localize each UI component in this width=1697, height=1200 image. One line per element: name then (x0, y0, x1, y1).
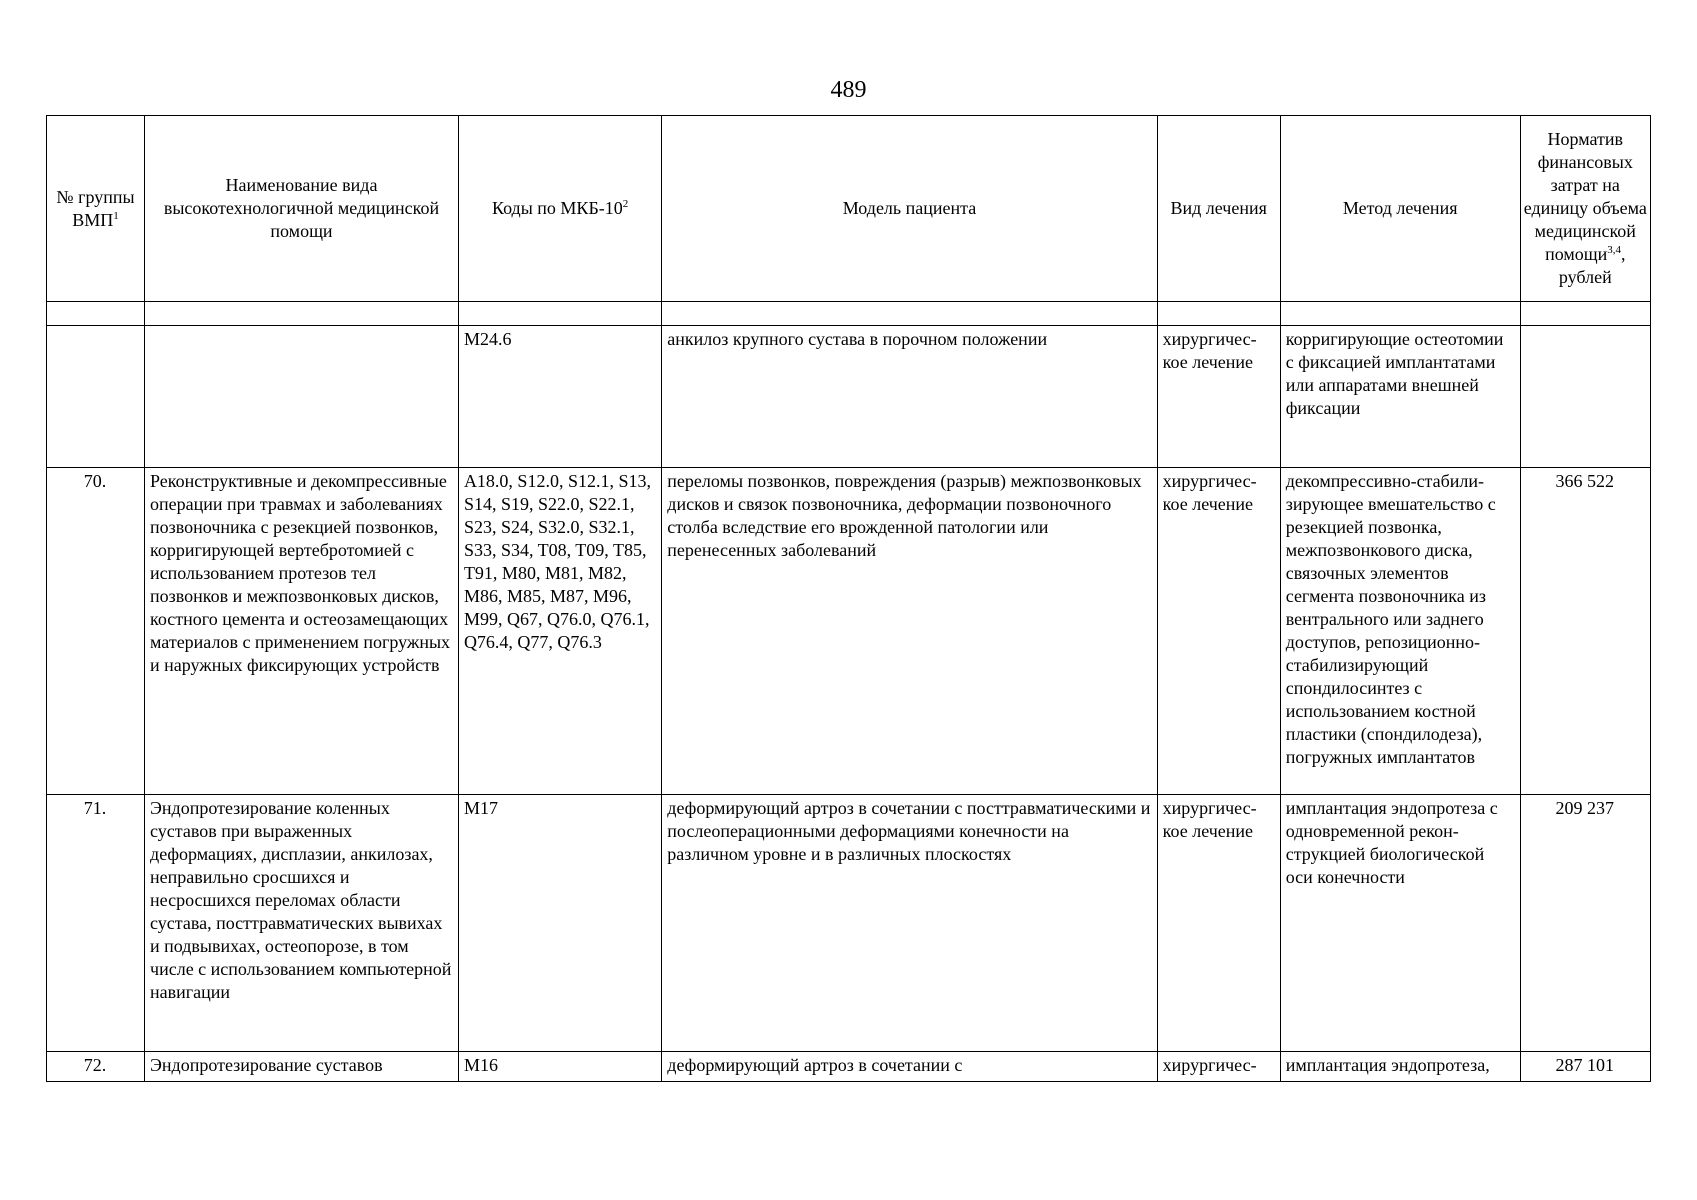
table-row (47, 468, 1651, 795)
header-cost: Норматив финансовых затрат на единицу объема медицинской помощи$^{3,4}$, рублей (1520, 116, 1650, 302)
header-name: Наименование вида высокотехнологичной медицинской помощи (145, 116, 459, 302)
row-cost: 366 522 (1520, 468, 1650, 795)
header-treatment-type: Вид лечения (1157, 116, 1280, 302)
table-row (47, 326, 1651, 468)
row-type: хирургичес- (1157, 1052, 1280, 1082)
header-method: Метод лечения (1280, 116, 1520, 302)
row-method: декомпрессивно-стабили-зирующее вмешательство с резекцией позвонка, межпозвонкового диска, связочных элементов сегмента позвоночника из вентрального или заднего доступов, репозиционно-стабилизирующий спондилосинтез с использованием костной пластики (спондилодеза), погружных имплантатов (1280, 468, 1520, 795)
row-model: деформирующий артроз в сочетании с (662, 1052, 1157, 1082)
row-cost: 287 101 (1520, 1052, 1650, 1082)
page-number: 489 (830, 77, 867, 103)
row-codes: A18.0, S12.0, S12.1, S13, S14, S19, S22.0, S22.1, S23, S24, S32.0, S32.1, S33, S34, T08, T09, T85, T91, M80, M81, M82, M86, M85, M87, M96, M99, Q67, Q76.0, Q76.1, Q76.4, Q77, Q76.3 (458, 468, 661, 795)
row-number: 72. (47, 1052, 145, 1082)
table-row (47, 795, 1651, 1052)
row-type: хирургичес-кое лечение (1157, 468, 1280, 795)
row-model: переломы позвонков, повреждения (разрыв) межпозвонковых дисков и связок позвоночника, деформации позвоночного столба вследствие его врожденной патологии или перенесенных заболеваний (662, 468, 1157, 795)
row-name: Эндопротезирование суставов (145, 1052, 459, 1082)
row-name (145, 326, 459, 468)
row-number: 70. (47, 468, 145, 795)
header-model: Модель пациента (662, 116, 1157, 302)
row-type: хирургичес-кое лечение (1157, 795, 1280, 1052)
row-name: Эндопротезирование коленных суставов при выраженных деформациях, дисплазии, анкилозах, неправильно сросшихся и несросшихся переломах области сустава, посттравматических вывихах и подвывихах, остеопорозе, в том числе с использованием компьютерной навигации (145, 795, 459, 1052)
spacer-row (47, 302, 1651, 326)
row-method: имплантация эндопротеза, (1280, 1052, 1520, 1082)
row-codes: M17 (458, 795, 661, 1052)
table-row (47, 1052, 1651, 1082)
row-model: деформирующий артроз в сочетании с посттравматическими и послеоперационными деформациями конечности на различном уровне и в различных плоскостях (662, 795, 1157, 1052)
row-type: хирургичес-кое лечение (1157, 326, 1280, 468)
row-model: анкилоз крупного сустава в порочном положении (662, 326, 1157, 468)
row-number: 71. (47, 795, 145, 1052)
row-number (47, 326, 145, 468)
row-method: имплантация эндопротеза с одновременной рекон-струкцией биологической оси конечности (1280, 795, 1520, 1052)
row-method: корригирующие остеотомии с фиксацией имплантатами или аппаратами внешней фиксации (1280, 326, 1520, 468)
table-header-row (47, 116, 1651, 302)
header-codes: Коды по МКБ-$10^2$ (458, 116, 661, 302)
row-cost: 209 237 (1520, 795, 1650, 1052)
row-cost (1520, 326, 1650, 468)
vmp-table (46, 115, 1651, 1082)
row-codes: M24.6 (458, 326, 661, 468)
row-name: Реконструктивные и декомпрессивные операции при травмах и заболеваниях позвоночника с резекцией позвонков, корригирующей вертебротомией с использованием протезов тел позвонков и межпозвонковых дисков, костного цемента и остеозамещающих материалов с применением погружных и наружных фиксирующих устройств (145, 468, 459, 795)
header-group-no: № группы ВМП$^1$ (47, 116, 145, 302)
row-codes: M16 (458, 1052, 661, 1082)
